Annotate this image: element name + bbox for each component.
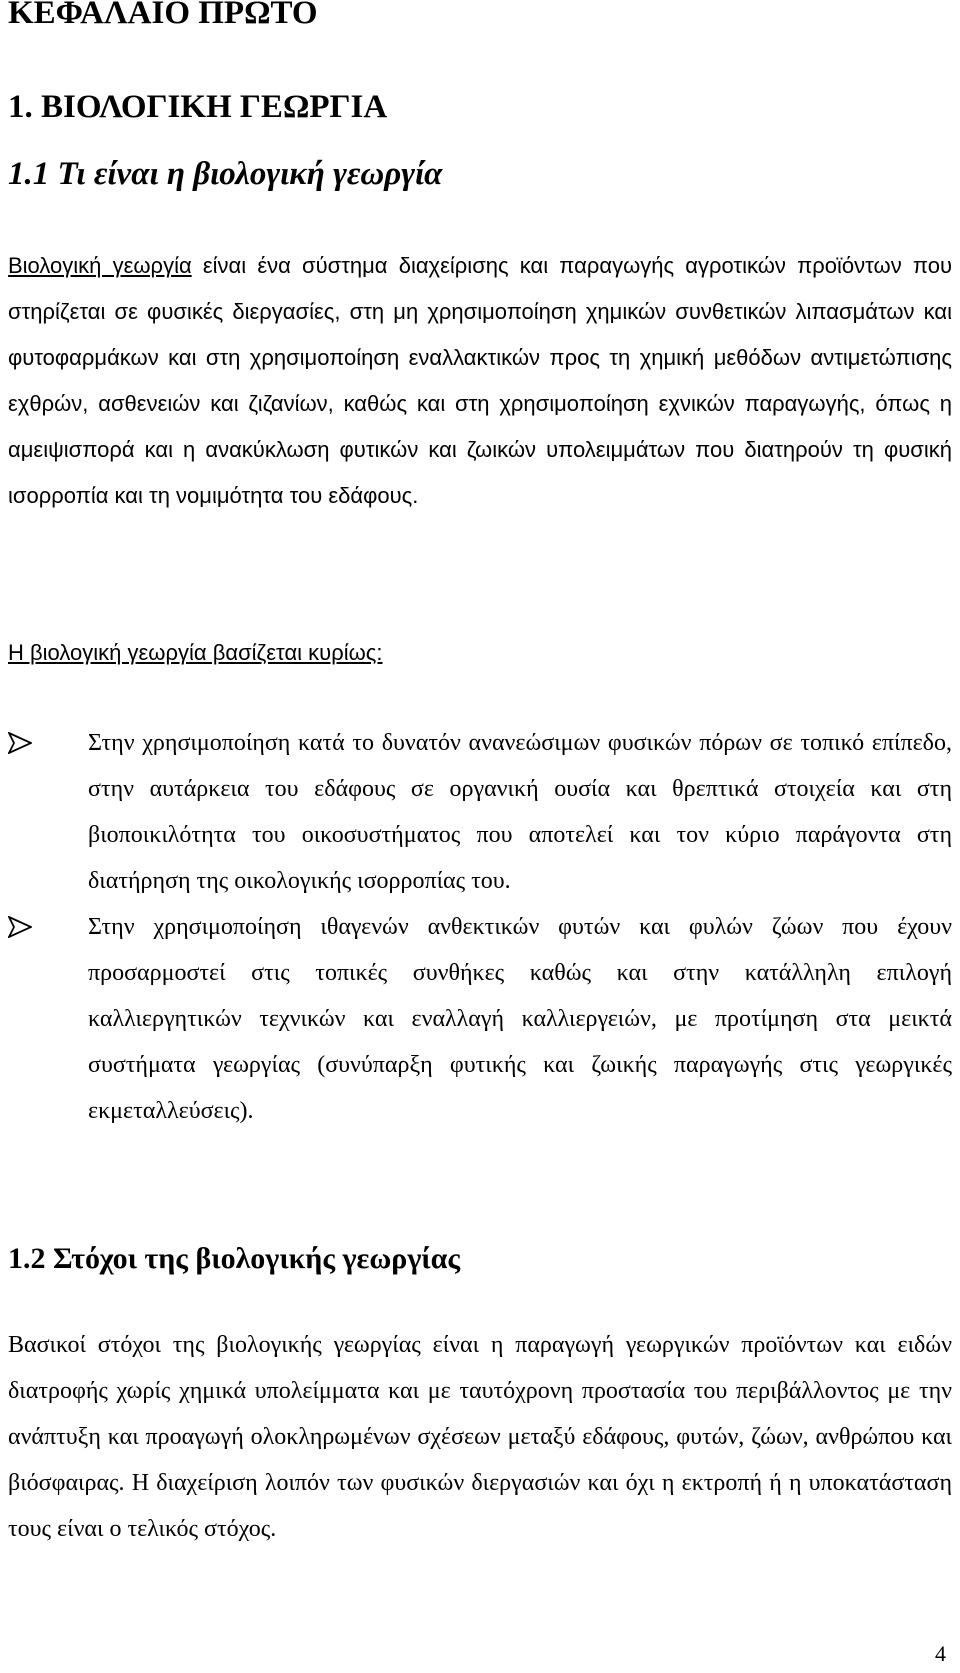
bullet-item [8,720,952,904]
paragraph-lead-term: Βιολογική γεωργία [8,253,192,278]
arrow-bullet-icon [8,916,32,938]
arrow-bullet-icon [8,732,32,754]
bullet-text: Στην χρησιμοποίηση κατά το δυνατόν ανανεώσιμων φυσικών πόρων σε τοπικό επίπεδο, στην αυτάρκεια του εδάφους σε οργανική ουσία και θρεπτικά στοιχεία και στη βιοποικιλότητα του οικοσυστήματος που αποτελεί και τον κύριο παράγοντα στη διατήρηση της οικολογικής ισορροπίας του. [88,730,952,894]
chapter-title: ΚΕΦΑΛΑΙΟ ΠΡΩΤΟ [8,0,318,31]
paragraph-goals: Βασικοί στόχοι της βιολογικής γεωργίας είναι η παραγωγή γεωργικών προϊόντων και ειδών διατροφής χωρίς χημικά υπολείμματα και με ταυτόχρονη προστασία του περιβάλλοντος με την ανάπτυξη και προαγωγή ολοκληρωμένων σχέσεων μεταξύ εδάφους, φυτών, ζώων, ανθρώπου και βιόσφαιρας. Η διαχείριση λοιπόν των φυσικών διεργασιών και όχι η εκτροπή ή η υποκατάσταση τους είναι ο τελικός στόχος. [8,1332,952,1542]
section-title: 1. ΒΙΟΛΟΓΙΚΗ ΓΕΩΡΓΙΑ [8,89,388,125]
page-number: 4 [935,1641,946,1666]
subsection-title-1-1: 1.1 Τι είναι η βιολογική γεωργία [8,156,443,192]
bullet-list [8,720,952,1134]
bullets-intro: Η βιολογική γεωργία βασίζεται κυρίως: [8,640,383,665]
bullet-text: Στην χρησιμοποίηση ιθαγενών ανθεκτικών φυτών και φυλών ζώων που έχουν προσαρμοστεί στις τοπικές συνθήκες καθώς και στην κατάλληλη επιλογή καλλιεργητικών τεχνικών και εναλλαγή καλλιεργειών, με προτίμηση στα μεικτά συστήματα γεωργίας (συνύπαρξη φυτικής και ζωικής παραγωγής στις γεωργικές εκμεταλλεύσεις). [88,914,952,1124]
bullet-item [8,904,952,1134]
paragraph-definition [8,243,952,519]
subsection-title-1-2: 1.2 Στόχοι της βιολογικής γεωργίας [8,1242,461,1275]
paragraph-definition-text: είναι ένα σύστημα διαχείρισης και παραγωγής αγροτικών προϊόντων που στηρίζεται σε φυσικές διεργασίες, στη μη χρησιμοποίηση χημικών συνθετικών λιπασμάτων και φυτοφαρμάκων και στη χρησιμοποίηση εναλλακτικών προς τη χημική μεθόδων αντιμετώπισης εχθρών, ασθενειών και ζιζανίων, καθώς και στη χρησιμοποίηση εχνικών παραγωγής, όπως η αμειψισπορά και η ανακύκλωση φυτικών και ζωικών υπολειμμάτων που διατηρούν τη φυσική ισορροπία και τη νομιμότητα του εδάφους. [8,253,952,508]
